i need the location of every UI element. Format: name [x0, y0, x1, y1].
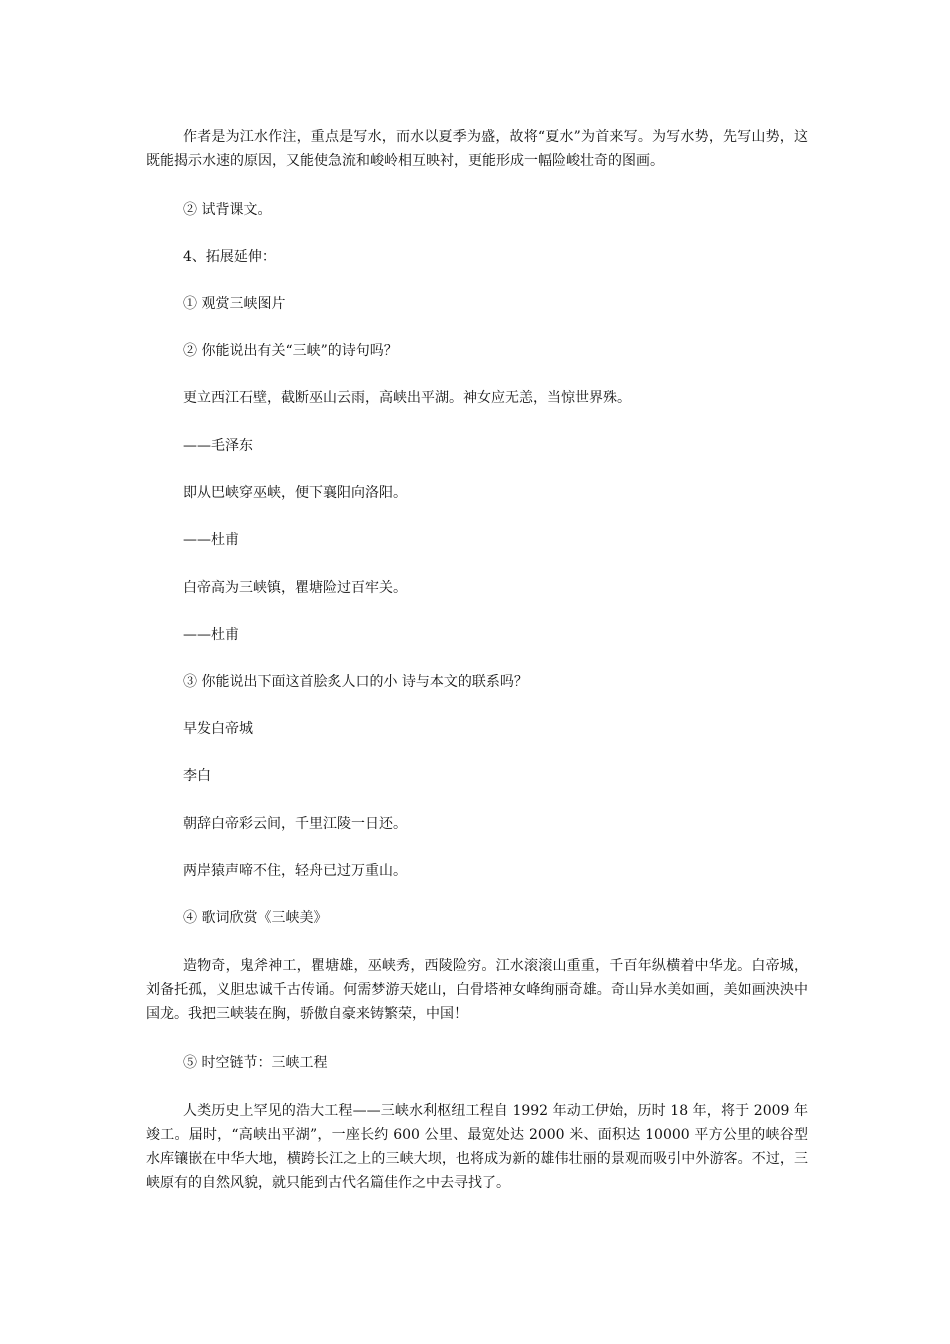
poem-line-mao: 更立西江石壁，截断巫山云雨，高峡出平湖。神女应无恙，当惊世界殊。 [183, 390, 631, 406]
poem-author-dufu-2: ——杜甫 [183, 627, 239, 643]
item-lyrics: ④ 歌词欣赏《三峡美》 [183, 910, 328, 926]
lyrics-paragraph: 造物奇，鬼斧神工，瞿塘雄，巫峡秀，西陵险穷。江水滚滚山重重，千百年纵横着中华龙。白帝城，刘备托孤，义胆忠诚千古传诵。何需梦游天姥山，白骨塔神女峰绚丽奇雄。奇山异水美如画，美如画泱泱中国龙。我把三峡装在胸，骄傲自豪来铸繁荣，中国！ [146, 958, 808, 1022]
item-project: ⑤ 时空链节：三峡工程 [183, 1055, 328, 1071]
poem-line-dufu-2: 白帝高为三峡镇，瞿塘险过百牢关。 [183, 580, 407, 596]
poem-title: 早发白帝城 [183, 721, 253, 737]
intro-paragraph: 作者是为江水作注，重点是写水，而水以夏季为盛，故将“夏水”为首来写。为写水势，先写山势，这既能揭示水速的原因，又能使急流和峻岭相互映衬，更能形成一幅险峻壮奇的图画。 [146, 129, 808, 169]
poem-author-mao: ——毛泽东 [183, 438, 253, 454]
poem-author-dufu-1: ——杜甫 [183, 532, 239, 548]
poem-line-1: 朝辞白帝彩云间，千里江陵一日还。 [183, 816, 407, 832]
poem-poet: 李白 [183, 768, 211, 784]
poem-line-dufu-1: 即从巴峡穿巫峡，便下襄阳向洛阳。 [183, 485, 407, 501]
section-extend-heading: 4、拓展延伸： [183, 249, 276, 265]
item-recite: ② 试背课文。 [183, 202, 272, 218]
item-link-question: ③ 你能说出下面这首脍炙人口的小 诗与本文的联系吗？ [183, 674, 528, 690]
project-paragraph: 人类历史上罕见的浩大工程——三峡水利枢纽工程自 1992 年动工伊始，历时 18 年，将于 2009 年竣工。届时，“高峡出平湖”，一座长约 600 公里、最宽处达 2000 米、面积达 10000 平方公里的峡谷型水库镶嵌在中华大地，横跨长江之上的三峡大坝，也将成为新的雄伟壮丽的景观而吸引中外游客。不过，三峡原有的自然风貌，就只能到古代名篇佳作之中去寻找了。 [146, 1103, 808, 1191]
item-poems-question: ② 你能说出有关“三峡”的诗句吗？ [183, 343, 398, 359]
item-view-photos: ① 观赏三峡图片 [183, 296, 286, 312]
poem-line-2: 两岸猿声啼不住，轻舟已过万重山。 [183, 863, 407, 879]
